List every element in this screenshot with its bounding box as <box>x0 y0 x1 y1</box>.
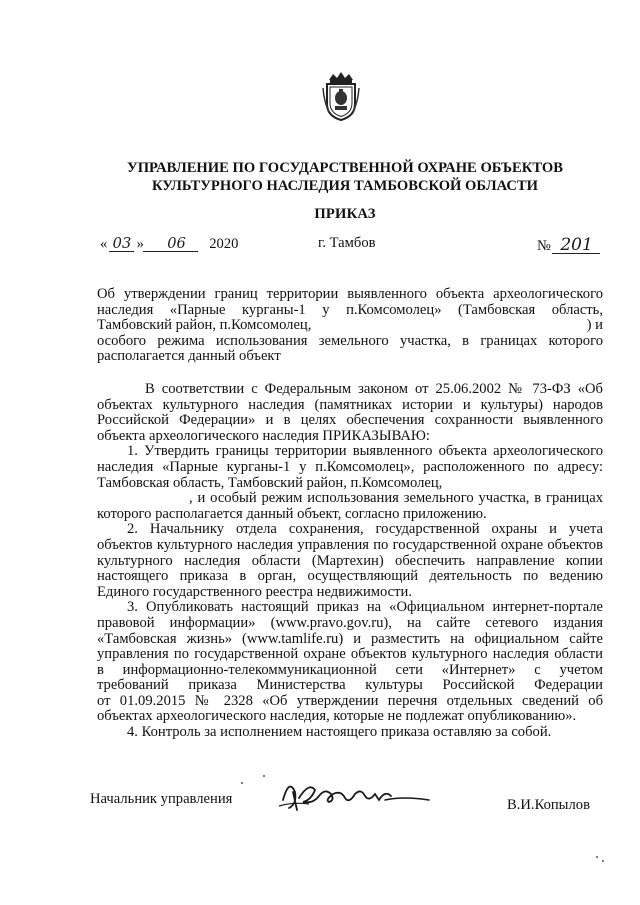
handwritten-signature <box>275 770 435 822</box>
body-line: В соответствии с Федеральным законом от 25.06.2002 № 73-ФЗ «Об <box>145 381 603 397</box>
signatory-name: В.И.Копылов <box>507 797 590 813</box>
body-line: Российской Федерации» и в целях обеспечения сохранности выявленного <box>97 412 603 429</box>
document-type-title: ПРИКАЗ <box>314 206 376 222</box>
body-line: которого располагается данный объект, согласно приложению. <box>97 505 487 522</box>
date-month: 06 <box>167 235 186 252</box>
body-line: Тамбовская область, Тамбовский район, п.Комсомолец, <box>97 474 443 491</box>
body-line: 3. Опубликовать настоящий приказ на «Официальном интернет-портале <box>127 599 603 616</box>
body-line: в информационно-телекоммуникационной сети «Интернет» с учетом <box>97 661 603 678</box>
signatory-position: Начальник управления <box>90 791 233 807</box>
scan-speck <box>596 856 598 858</box>
body-line: наследия «Парные курганы-1 у п.Комсомолец», расположенного по адресу: <box>97 458 603 475</box>
body-line: 1. Утвердить границы территории выявленного объекта археологического <box>127 443 603 460</box>
date-open-quote: « <box>100 236 108 252</box>
body-line: «Тамбовская жизнь» (www.tamlife.ru) и разместить на официальном сайте <box>97 630 603 647</box>
document-number <box>537 235 599 255</box>
scan-speck <box>602 860 604 862</box>
subject-line-part: ) и <box>586 317 603 334</box>
date-day: 03 <box>112 235 132 252</box>
organization-name-line-1: УПРАВЛЕНИЕ ПО ГОСУДАРСТВЕННОЙ ОХРАНЕ ОБЪЕКТОВ <box>127 160 563 176</box>
subject-line: Об утверждении границ территории выявленного объекта археологического <box>97 286 603 302</box>
document-city: г. Тамбов <box>318 235 376 251</box>
body-line: 4. Контроль за исполнением настоящего приказа оставляю за собой. <box>127 724 552 741</box>
body-line: от 01.09.2015 № 2328 «Об утверждении перечня отдельных сведений об <box>97 692 603 709</box>
body-line: объектах археологического наследия, которые не подлежат опубликованию». <box>97 708 577 725</box>
body-line: объектах культурного наследия (памятниках истории и культуры) народов <box>97 396 603 413</box>
day-underline <box>109 251 134 252</box>
body-line: культурного наследия области (Мартехин) обеспечить направление копии <box>97 552 603 569</box>
number-prefix: № <box>537 238 551 254</box>
body-line: настоящего приказа в орган, осуществляющий деятельность по ведению <box>97 568 603 585</box>
scan-speck <box>241 782 243 784</box>
number-underline <box>552 253 600 254</box>
date-year: 2020 <box>209 236 239 252</box>
body-line: Единого государственного реестра недвижимости. <box>97 583 412 600</box>
body-line: требований приказа Министерства культуры Российской Федерации <box>97 677 603 694</box>
subject-line: располагается данный объект <box>97 348 281 365</box>
body-line: управления по государственной охране объектов культурного наследия области <box>97 646 603 663</box>
number-value: 201 <box>560 235 593 255</box>
subject-line-part: Тамбовский район, п.Комсомолец, <box>97 317 312 334</box>
body-line: 2. Начальнику отдела сохранения, государственной охраны и учета <box>127 521 603 538</box>
date-close-quote: » <box>136 236 144 252</box>
body-line: объектов культурного наследия управления по государственной охране объектов <box>97 536 603 553</box>
order-body <box>97 382 603 741</box>
body-line: , и особый режим использования земельного участка, в границах <box>189 490 603 507</box>
subject-block <box>97 287 603 365</box>
subject-line: особого режима использования земельного участка, в границах которого <box>97 332 603 349</box>
organization-name-line-2: КУЛЬТУРНОГО НАСЛЕДИЯ ТАМБОВСКОЙ ОБЛАСТИ <box>151 178 539 194</box>
body-line: правовой информации» (www.pravo.gov.ru), на сайте сетевого издания <box>97 614 603 631</box>
subject-line: наследия «Парные курганы-1 у п.Комсомолец» (Тамбовская область, <box>97 301 603 318</box>
month-underline <box>143 251 198 252</box>
document-date <box>100 235 238 255</box>
scan-speck <box>263 775 265 777</box>
subject-line <box>97 318 603 334</box>
body-line: объекта археологического наследия ПРИКАЗЫВАЮ: <box>97 427 430 444</box>
coat-of-arms-icon <box>321 68 361 122</box>
